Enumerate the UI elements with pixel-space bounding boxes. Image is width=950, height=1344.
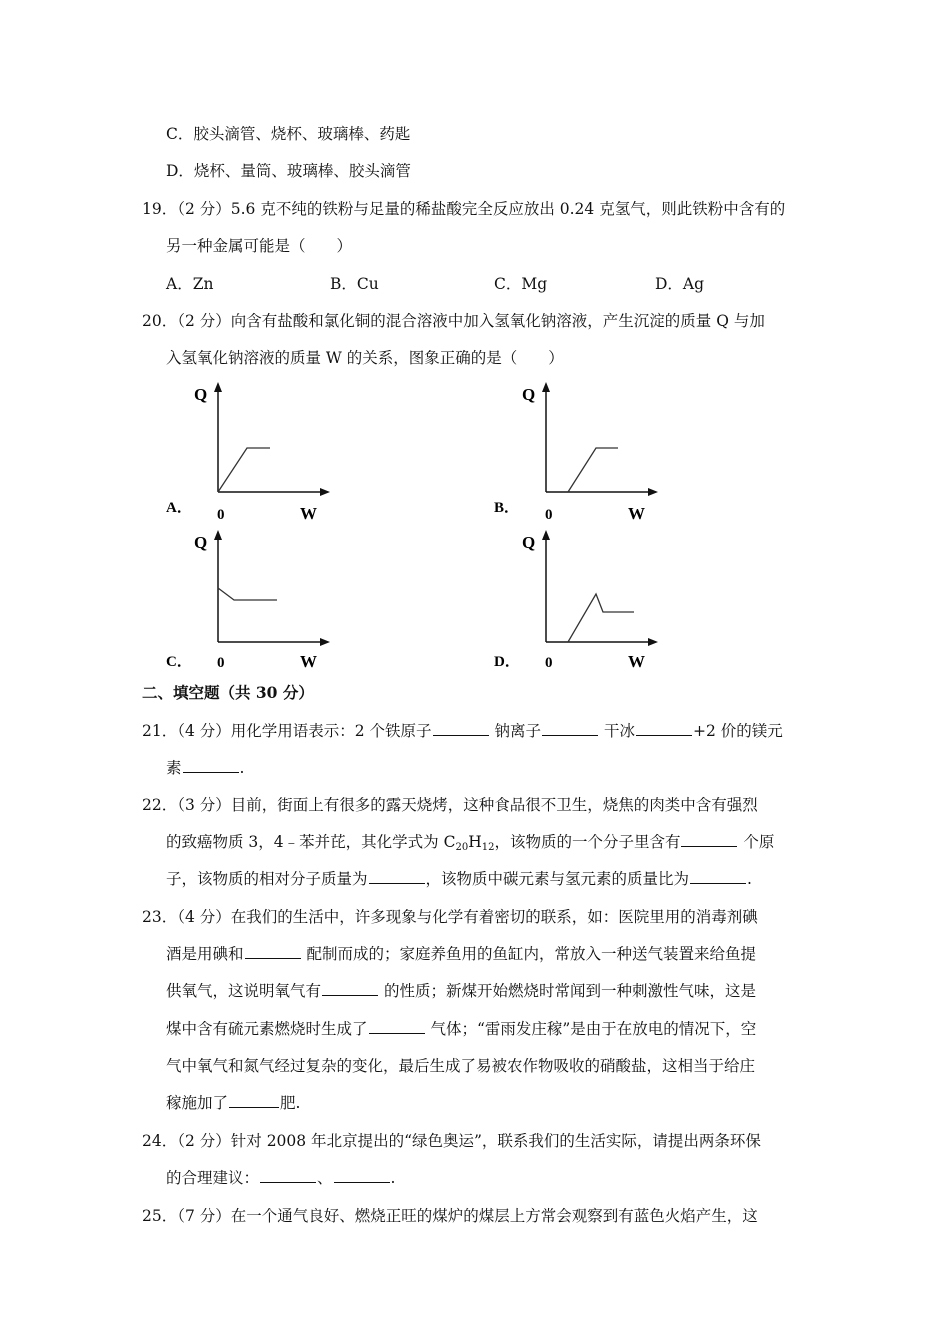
q23-text-3a: 供氧气，这说明氧气有 bbox=[166, 982, 322, 1000]
graph-c-x-arrow bbox=[320, 638, 330, 646]
q24-line1: 24．（2 分）针对 2008 年北京提出的“绿色奥运”，联系我们的生活实际，请提出两条环保 bbox=[142, 1132, 761, 1150]
graph-b-x-arrow bbox=[648, 488, 658, 496]
q20-stem-line2: 入氢氧化钠溶液的质量 W 的关系，图象正确的是（ ） bbox=[166, 349, 564, 367]
graph-c-curve bbox=[218, 588, 277, 600]
q23-text-6b: 肥. bbox=[280, 1094, 301, 1112]
q23-text-2b: 配制而成的；家庭养鱼用的鱼缸内，常放入一种送气装置来给鱼提 bbox=[306, 945, 756, 963]
q24-text-2b: 、 bbox=[317, 1169, 333, 1187]
q23-line3 bbox=[166, 980, 756, 1002]
q22-sub-20: 20 bbox=[455, 842, 469, 853]
q18-option-c: C．胶头滴管、烧杯、玻璃棒、药匙 bbox=[166, 125, 411, 143]
q22-blank-1[interactable] bbox=[681, 832, 737, 847]
q21-line2 bbox=[166, 757, 244, 779]
graph-a-x-arrow bbox=[320, 488, 330, 496]
graph-d-option-label: D． bbox=[494, 654, 520, 670]
graph-d-y-label: Q bbox=[522, 533, 536, 552]
q23-blank-2[interactable] bbox=[322, 981, 378, 996]
graph-a-y-label: Q bbox=[194, 385, 208, 404]
q21-text-a: 21．（4 分）用化学用语表示：2 个铁原子 bbox=[142, 722, 432, 740]
graph-b-option-label: B． bbox=[494, 500, 520, 516]
section-2-heading: 二、填空题（共 30 分） bbox=[142, 683, 314, 702]
q21-text-b: 钠离子 bbox=[494, 722, 542, 740]
graph-a-origin: 0 bbox=[217, 507, 225, 523]
q20-graph-a bbox=[160, 380, 340, 525]
q21-text-end: . bbox=[239, 759, 245, 777]
graph-d-x-arrow bbox=[648, 638, 658, 646]
graph-b-origin: 0 bbox=[545, 507, 553, 523]
q19-option-c: C．Mg bbox=[494, 275, 548, 293]
q22-text-h: H bbox=[468, 833, 482, 851]
graph-d-y-arrow bbox=[542, 530, 550, 540]
q21-blank-3[interactable] bbox=[636, 721, 692, 736]
q22-text-3c: . bbox=[747, 870, 752, 888]
q22-text-2d: 个原 bbox=[743, 833, 775, 851]
q23-text-4b: 气体；“雷雨发庄稼”是由于在放电的情况下，空 bbox=[430, 1020, 757, 1038]
q23-text-6a: 稼施加了 bbox=[166, 1094, 229, 1112]
graph-a-option-label: A． bbox=[166, 500, 192, 516]
q19-stem-line1: 19．（2 分）5.6 克不纯的铁粉与足量的稀盐酸完全反应放出 0.24 克氢气，则此铁粉中含有的 bbox=[142, 200, 786, 218]
q22-text-2a: 的致癌物质 3，4﹣苯并芘，其化学式为 C bbox=[166, 833, 456, 851]
q23-line1: 23．（4 分）在我们的生活中，许多现象与化学有着密切的联系，如：医院里用的消毒剂碘 bbox=[142, 908, 758, 926]
q24-blank-1[interactable] bbox=[260, 1168, 316, 1183]
q22-line3 bbox=[166, 868, 752, 890]
q21-line1 bbox=[142, 720, 783, 742]
q21-text-d: +2 价的镁元 bbox=[692, 722, 783, 740]
q24-text-2c: . bbox=[390, 1169, 396, 1187]
graph-c-y-label: Q bbox=[194, 533, 208, 552]
q19-option-b: B．Cu bbox=[330, 275, 379, 293]
graph-d-x-label: W bbox=[628, 652, 645, 671]
q22-text-3b: ，该物质中碳元素与氢元素的质量比为 bbox=[425, 870, 690, 888]
q19-stem-line2: 另一种金属可能是（ ） bbox=[166, 237, 353, 255]
q24-blank-2[interactable] bbox=[334, 1168, 390, 1183]
graph-b-y-label: Q bbox=[522, 385, 536, 404]
q19-option-d: D．Ag bbox=[655, 275, 705, 293]
q23-text-4a: 煤中含有硫元素燃烧时生成了 bbox=[166, 1020, 368, 1038]
q23-text-2a: 酒是用碘和 bbox=[166, 945, 244, 963]
q23-blank-4[interactable] bbox=[229, 1093, 279, 1108]
q25-line1: 25．（7 分）在一个通气良好、燃烧正旺的煤炉的煤层上方常会观察到有蓝色火焰产生，这 bbox=[142, 1207, 758, 1225]
q21-text-e: 素 bbox=[166, 759, 182, 777]
graph-a-y-arrow bbox=[214, 382, 222, 392]
graph-d-origin: 0 bbox=[545, 655, 553, 671]
q21-blank-2[interactable] bbox=[542, 721, 598, 736]
q24-text-2a: 的合理建议： bbox=[166, 1169, 260, 1187]
graph-b-y-arrow bbox=[542, 382, 550, 392]
q23-line2 bbox=[166, 943, 756, 965]
graph-a-curve bbox=[218, 448, 270, 492]
q23-blank-1[interactable] bbox=[245, 944, 301, 959]
q20-graph-d bbox=[488, 528, 668, 673]
graph-c-option-label: C． bbox=[166, 654, 192, 670]
q20-graph-c bbox=[160, 528, 340, 673]
graph-a-x-label: W bbox=[300, 504, 317, 523]
q23-line4 bbox=[166, 1018, 756, 1040]
q21-blank-1[interactable] bbox=[433, 721, 489, 736]
q19-option-a: A．Zn bbox=[166, 275, 214, 293]
q23-blank-3[interactable] bbox=[369, 1019, 425, 1034]
graph-b-curve bbox=[568, 448, 618, 492]
q22-blank-2[interactable] bbox=[369, 869, 425, 884]
q22-line1: 22．（3 分）目前，街面上有很多的露天烧烤，这种食品很不卫生，烧焦的肉类中含有强烈 bbox=[142, 796, 758, 814]
q23-line6 bbox=[166, 1092, 300, 1114]
q22-sub-12: 12 bbox=[481, 842, 495, 853]
graph-b-x-label: W bbox=[628, 504, 645, 523]
q23-text-3b: 的性质；新煤开始燃烧时常闻到一种刺激性气味，这是 bbox=[383, 982, 756, 1000]
q22-blank-3[interactable] bbox=[690, 869, 746, 884]
q21-blank-4[interactable] bbox=[183, 758, 239, 773]
q20-stem-line1: 20．（2 分）向含有盐酸和氯化铜的混合溶液中加入氢氧化钠溶液，产生沉淀的质量 Q 与加 bbox=[142, 312, 765, 330]
q21-text-c: 干冰 bbox=[603, 722, 635, 740]
q22-line2 bbox=[166, 831, 774, 853]
q24-line2 bbox=[166, 1167, 395, 1189]
graph-d-curve bbox=[568, 594, 634, 642]
q22-text-2c: ，该物质的一个分子里含有 bbox=[494, 833, 681, 851]
q18-option-d: D．烧杯、量筒、玻璃棒、胶头滴管 bbox=[166, 162, 411, 180]
q22-text-3a: 子，该物质的相对分子质量为 bbox=[166, 870, 368, 888]
graph-c-x-label: W bbox=[300, 652, 317, 671]
graph-c-y-arrow bbox=[214, 530, 222, 540]
q20-graph-b bbox=[488, 380, 668, 525]
q23-line5: 气中氧气和氮气经过复杂的变化，最后生成了易被农作物吸收的硝酸盐，这相当于给庄 bbox=[166, 1057, 756, 1075]
graph-c-origin: 0 bbox=[217, 655, 225, 671]
